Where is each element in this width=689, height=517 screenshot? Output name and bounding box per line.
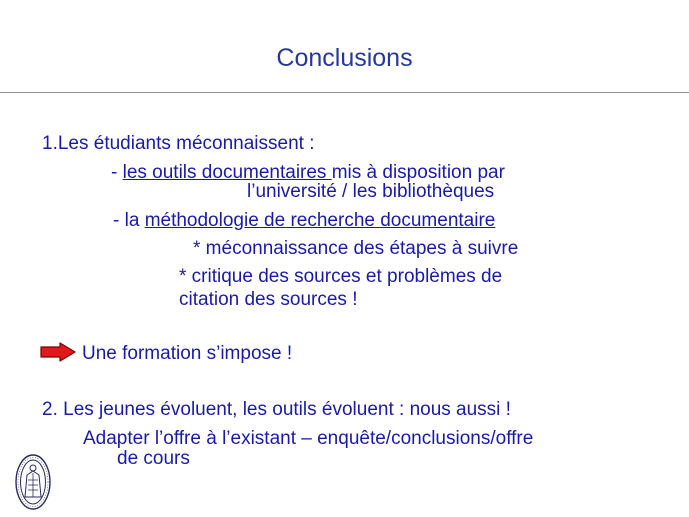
sub-2-dash: - la (113, 210, 145, 231)
slide-title: Conclusions (276, 44, 413, 72)
sub-1-rest: mis à disposition par (331, 162, 505, 183)
title-divider (0, 92, 689, 93)
point-1-sub-2 (113, 210, 495, 232)
point-1-heading: 1.Les étudiants méconnaissent : (42, 133, 315, 154)
sub-2-bullet-2-cont: citation des sources ! (179, 289, 358, 310)
point-2-line-1: Adapter l’offre à l’existant – enquête/conclusions/offre (83, 428, 534, 449)
sub-1-underlined: les outils documentaires (122, 162, 332, 183)
callout-text: Une formation s’impose ! (82, 343, 293, 364)
point-2-line-2: de cours (117, 448, 190, 469)
sub-1-dash: - (111, 162, 123, 183)
university-seal-icon (14, 453, 52, 511)
point-1-sub-1-cont: l’université / les bibliothèques (247, 181, 495, 202)
point-2-heading: 2. Les jeunes évoluent, les outils évoluent : nous aussi ! (42, 399, 511, 420)
sub-2-underlined: méthodologie de recherche documentaire (144, 210, 496, 231)
right-arrow-icon (40, 342, 76, 362)
sub-2-bullet-2: * critique des sources et problèmes de (179, 266, 503, 287)
sub-2-bullet-1: * méconnaissance des étapes à suivre (193, 238, 519, 259)
